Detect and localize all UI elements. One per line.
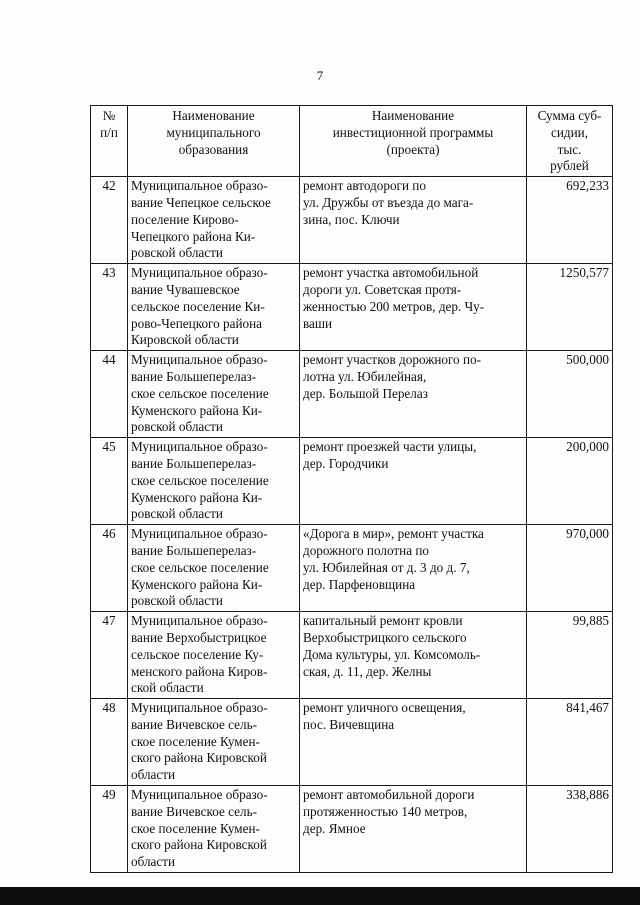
table-row [91, 786, 613, 873]
cell-line: сельское поселение Ку- [131, 646, 264, 662]
cell-line: менского района Киров- [131, 663, 268, 679]
program-cell [300, 177, 527, 264]
cell-line: капитальный ремонт кровли [303, 613, 463, 629]
cell-line: Сумма суб- [537, 108, 602, 123]
row-number: 49 [91, 786, 128, 873]
cell-line: ровской области [131, 419, 223, 435]
row-number: 47 [91, 612, 128, 699]
cell-line: ул. Юбилейная от д. 3 до д. 7, [303, 559, 470, 575]
cell-line: ремонт участков дорожного по- [303, 352, 481, 368]
cell-line: вание Вичевское сель- [131, 716, 258, 732]
cell-line: Кировской области [131, 332, 239, 348]
cell-line: дер. Ямное [303, 820, 366, 836]
program-cell [300, 699, 527, 786]
cell-line: ремонт автомобильной дороги [303, 787, 475, 803]
cell-line: Чепецкого района Ки- [131, 228, 256, 244]
cell-line: ской области [131, 680, 204, 696]
cell-line: сидии, [550, 124, 589, 140]
program-cell [300, 612, 527, 699]
subsidy-amount: 338,886 [527, 786, 613, 873]
cell-line: Муниципальное образо- [131, 178, 268, 194]
cell-line: дер. Парфеновщина [303, 576, 416, 592]
page-number: 7 [316, 68, 324, 83]
cell-line: ровской области [131, 506, 223, 522]
subsidy-amount: 692,233 [527, 177, 613, 264]
cell-line: вание Большеперелаз- [131, 455, 257, 471]
cell-line: ская, д. 11, дер. Желны [303, 663, 432, 679]
cell-line: Муниципальное образо- [131, 787, 268, 803]
subsidy-amount: 970,000 [527, 525, 613, 612]
cell-line: (проекта) [386, 141, 440, 157]
cell-line: ровской области [131, 245, 223, 261]
cell-line: дер. Городчики [303, 455, 389, 471]
cell-line: вание Чепецкое сельское [131, 194, 271, 210]
header-sum [527, 106, 613, 177]
program-cell [300, 264, 527, 351]
program-cell [300, 525, 527, 612]
cell-line: протяженностью 140 метров, [303, 803, 468, 819]
header-municipality [128, 106, 300, 177]
cell-line: ское сельское поселение [131, 385, 269, 401]
cell-line: Муниципальное образо- [131, 439, 268, 455]
municipality-cell [128, 525, 300, 612]
cell-line: дорожного полотна по [303, 542, 429, 558]
cell-line: Верхобыстрицкого сельского [303, 629, 467, 645]
cell-line: Муниципальное образо- [131, 352, 268, 368]
cell-line: ское сельское поселение [131, 559, 269, 575]
cell-line: ское поселение Кумен- [131, 820, 260, 836]
cell-line: лотна ул. Юбилейная, [303, 368, 427, 384]
row-number: 42 [91, 177, 128, 264]
cell-line: вание Вичевское сель- [131, 803, 258, 819]
cell-line: № [102, 108, 116, 123]
cell-line: Куменского района Ки- [131, 402, 263, 418]
cell-line: Наименование [371, 108, 455, 123]
cell-line: дороги ул. Советская протя- [303, 281, 462, 297]
municipality-cell [128, 612, 300, 699]
header-program [300, 106, 527, 177]
cell-line: ское поселение Кумен- [131, 733, 260, 749]
cell-line: образования [178, 141, 249, 157]
cell-line: ремонт участка автомобильной [303, 265, 479, 281]
cell-line: ское сельское поселение [131, 472, 269, 488]
table-row [91, 699, 613, 786]
cell-line: тыс. [557, 141, 582, 157]
cell-line: ваши [303, 315, 333, 331]
table-row [91, 612, 613, 699]
cell-line: сельское поселение Ки- [131, 298, 265, 314]
cell-line: ремонт проезжей части улицы, [303, 439, 477, 455]
table-row [91, 525, 613, 612]
cell-line: Муниципальное образо- [131, 265, 268, 281]
cell-line: вание Большеперелаз- [131, 368, 257, 384]
program-cell [300, 786, 527, 873]
cell-line: Муниципальное образо- [131, 700, 268, 716]
row-number: 44 [91, 351, 128, 438]
cell-line: вание Чувашевское [131, 281, 240, 297]
table-row [91, 351, 613, 438]
subsidy-table [90, 105, 613, 873]
cell-line: Куменского района Ки- [131, 489, 263, 505]
cell-line: Муниципальное образо- [131, 526, 268, 542]
cell-line: п/п [100, 124, 118, 140]
municipality-cell [128, 786, 300, 873]
cell-line: ского района Кировской [131, 837, 267, 853]
cell-line: ремонт автодороги по [303, 178, 426, 194]
row-number: 48 [91, 699, 128, 786]
municipality-cell [128, 351, 300, 438]
cell-line: области [131, 767, 176, 783]
municipality-cell [128, 264, 300, 351]
scan-bottom-edge [0, 887, 640, 905]
cell-line: Муниципальное образо- [131, 613, 268, 629]
program-cell [300, 438, 527, 525]
cell-line: «Дорога в мир», ремонт участка [303, 526, 484, 542]
cell-line: ремонт уличного освещения, [303, 700, 466, 716]
cell-line: ровской области [131, 593, 223, 609]
row-number: 43 [91, 264, 128, 351]
table-row [91, 264, 613, 351]
cell-line: Куменского района Ки- [131, 576, 263, 592]
header-num [91, 106, 128, 177]
municipality-cell [128, 438, 300, 525]
cell-line: рово-Чепецкого района [131, 315, 263, 331]
cell-line: ского района Кировской [131, 750, 267, 766]
row-number: 45 [91, 438, 128, 525]
cell-line: дер. Большой Перелаз [303, 385, 428, 401]
table-row [91, 438, 613, 525]
program-cell [300, 351, 527, 438]
cell-line: Наименование [172, 108, 255, 123]
cell-line: вание Большеперелаз- [131, 542, 257, 558]
subsidy-amount: 200,000 [527, 438, 613, 525]
cell-line: инвестиционной программы [332, 124, 494, 140]
table-body [91, 177, 613, 873]
subsidy-amount: 841,467 [527, 699, 613, 786]
cell-line: зина, пос. Ключи [303, 211, 400, 227]
cell-line: женностью 200 метров, дер. Чу- [303, 298, 485, 314]
cell-line: муниципального [166, 124, 261, 140]
cell-line: пос. Вичевщина [303, 716, 395, 732]
row-number: 46 [91, 525, 128, 612]
subsidy-amount: 500,000 [527, 351, 613, 438]
cell-line: области [131, 854, 176, 870]
subsidy-amount: 1250,577 [527, 264, 613, 351]
subsidy-amount: 99,885 [527, 612, 613, 699]
municipality-cell [128, 177, 300, 264]
cell-line: вание Верхобыстрицкое [131, 629, 267, 645]
table-row [91, 177, 613, 264]
municipality-cell [128, 699, 300, 786]
cell-line: Дома культуры, ул. Комсомоль- [303, 646, 481, 662]
cell-line: поселение Кирово- [131, 211, 239, 227]
cell-line: ул. Дружбы от въезда до мага- [303, 194, 474, 210]
table-header-row [91, 106, 613, 177]
cell-line: рублей [550, 158, 589, 174]
